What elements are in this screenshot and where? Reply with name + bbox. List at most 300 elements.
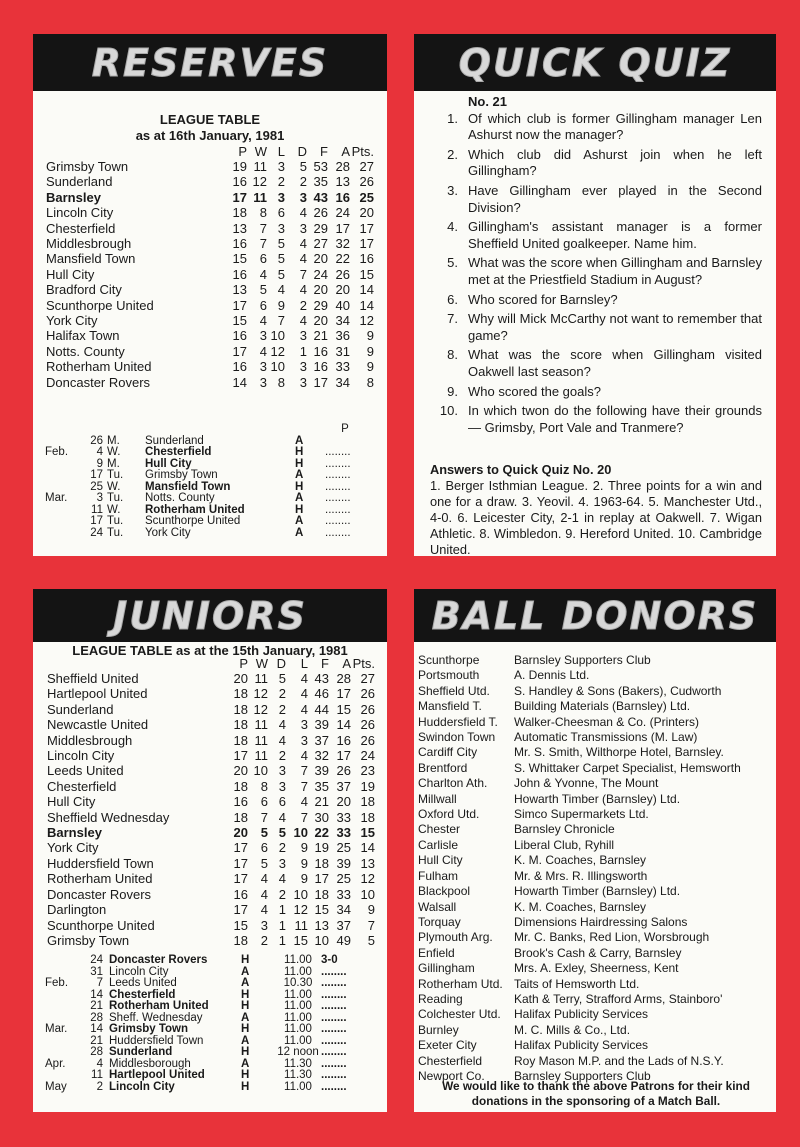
column-header: D: [276, 656, 286, 671]
table-row: [46, 375, 374, 390]
donor-club: Plymouth Arg.: [418, 930, 493, 945]
stat-cell: 15: [232, 313, 247, 329]
reserves-fixtures-result-header: P: [341, 423, 349, 435]
donor-club: Sheffield Utd.: [418, 683, 490, 698]
stat-cell: 13: [335, 174, 350, 190]
stat-cell: 37: [336, 917, 351, 933]
stat-cell: 24: [313, 266, 328, 282]
stat-cell: 39: [336, 855, 351, 871]
fixture-month: Mar.: [45, 492, 68, 504]
stat-cell: 46: [314, 686, 329, 702]
stat-cell: 3: [277, 189, 285, 205]
column-header: L: [300, 656, 308, 671]
juniors-table-title: LEAGUE TABLE as at the 15th January, 1981: [72, 643, 348, 658]
stat-cell: 7: [259, 220, 267, 236]
stat-cell: 9: [277, 297, 285, 313]
stat-cell: 5: [299, 159, 307, 174]
fixture-opponent: Hartlepool United: [109, 1069, 205, 1081]
column-header: A: [342, 656, 351, 671]
fixture-row: [45, 1024, 375, 1036]
donor-name: Liberal Club, Ryhill: [514, 837, 615, 852]
stat-cell: 33: [335, 359, 350, 375]
fixture-result: ........: [321, 1000, 347, 1012]
table-row: [47, 748, 375, 763]
stat-cell: 27: [359, 159, 374, 174]
stat-cell: 4: [299, 205, 307, 221]
fixture-time: 11.00: [284, 1000, 312, 1012]
donor-club: Walsall: [418, 899, 457, 914]
stat-cell: 3: [299, 220, 307, 236]
fixture-venue: H: [295, 503, 304, 516]
stat-cell: 14: [360, 840, 375, 856]
fixture-opponent: Leeds United: [109, 977, 177, 989]
fixture-result: ........: [325, 503, 351, 516]
reserves-panel: [33, 34, 387, 556]
stat-cell: 10: [270, 359, 285, 375]
fixture-row: [45, 1001, 375, 1013]
stat-cell: 18: [232, 205, 247, 221]
stat-cell: 6: [260, 840, 268, 856]
table-row: [47, 933, 375, 948]
stat-cell: 17: [233, 855, 248, 871]
donor-club: Scunthorpe: [418, 653, 480, 667]
stat-cell: 17: [336, 748, 351, 764]
stat-cell: 27: [313, 236, 328, 252]
fixture-time: 11.00: [284, 1023, 312, 1035]
donor-row: [418, 792, 741, 807]
stat-cell: 7: [277, 313, 285, 329]
stat-cell: 3: [259, 328, 267, 344]
fixture-weekday: Tu.: [107, 515, 124, 527]
stat-cell: 20: [313, 282, 328, 298]
donor-club: Charlton Ath.: [418, 776, 488, 791]
question-number: 6.: [447, 291, 458, 307]
stat-cell: 4: [260, 902, 268, 918]
table-row: [47, 840, 375, 855]
stat-cell: 32: [314, 748, 329, 764]
stat-cell: 43: [313, 189, 328, 205]
fixture-venue: H: [295, 457, 304, 470]
stat-cell: 4: [299, 313, 307, 329]
quiz-question: [426, 183, 762, 216]
question-text: Who scored the goals?: [468, 383, 601, 399]
question-text: In which twon do the following have their grounds — Grimsby, Port Vale and Tranmere?: [468, 403, 762, 435]
stat-cell: 20: [335, 282, 350, 298]
donor-name: Mrs. A. Exley, Sheerness, Kent: [514, 961, 679, 976]
donor-row: [418, 853, 741, 868]
stat-cell: 15: [233, 917, 248, 933]
fixture-opponent: Doncaster Rovers: [109, 954, 208, 966]
table-row: [46, 282, 374, 297]
donor-row: [418, 992, 741, 1007]
question-text: Have Gillingham ever played in the Second Division?: [468, 182, 762, 215]
donor-club: Rotherham Utd.: [418, 976, 503, 991]
table-row: [47, 763, 375, 778]
column-header: P: [239, 656, 248, 671]
donor-name: Brook's Cash & Carry, Barnsley: [514, 945, 682, 960]
fixture-row: [45, 528, 365, 540]
stat-cell: 17: [233, 871, 248, 887]
stat-cell: 4: [300, 701, 308, 717]
team-name: Hull City: [47, 794, 96, 810]
fixture-opponent: Sheff. Wednesday: [109, 1011, 203, 1024]
stat-cell: 17: [336, 686, 351, 702]
donor-club: Oxford Utd.: [418, 807, 480, 822]
team-name: Mansfield Town: [46, 251, 136, 267]
donor-club: Chester: [418, 822, 461, 837]
donor-row: [418, 1038, 741, 1053]
fixture-opponent: Rotherham United: [109, 1000, 209, 1012]
fixture-venue: H: [241, 988, 250, 1001]
fixture-day: 21: [90, 1034, 103, 1047]
team-name: Scunthorpe United: [47, 917, 155, 933]
table-row: [46, 359, 374, 374]
donor-row: [418, 946, 741, 961]
fixture-result: ........: [325, 469, 351, 481]
stat-cell: 35: [314, 778, 329, 794]
stat-cell: 1: [278, 902, 286, 918]
stat-cell: 16: [232, 236, 247, 252]
stat-cell: 3: [299, 328, 307, 344]
fixture-day: 4: [96, 446, 103, 458]
stat-cell: 4: [259, 266, 267, 282]
donor-row: [418, 961, 741, 976]
reserves-table-subtitle: as at 16th January, 1981: [135, 128, 285, 143]
reserves-banner-title: RESERVES: [91, 40, 329, 85]
stat-cell: 31: [335, 343, 350, 359]
stat-cell: 26: [313, 205, 328, 221]
stat-cell: 8: [260, 778, 268, 794]
fixture-day: 7: [96, 977, 103, 989]
stat-cell: 5: [278, 825, 286, 841]
stat-cell: 17: [359, 236, 374, 252]
stat-cell: 16: [233, 886, 248, 902]
fixture-weekday: Tu.: [107, 526, 124, 539]
quiz-number: No. 21: [468, 94, 508, 109]
stat-cell: 6: [259, 297, 267, 313]
stat-cell: 4: [300, 748, 308, 764]
stat-cell: 34: [336, 902, 351, 918]
fixture-result: 3-0: [321, 954, 338, 966]
fixture-opponent: Chesterfield: [109, 988, 176, 1001]
stat-cell: 6: [278, 794, 286, 810]
donor-club: Gillingham: [418, 961, 475, 976]
stat-cell: 28: [336, 671, 351, 686]
question-number: 8.: [447, 347, 458, 363]
fixture-time: 11.00: [284, 1034, 312, 1047]
quiz-question: [426, 384, 762, 401]
stat-cell: 2: [278, 840, 286, 856]
fixture-month: [45, 528, 79, 540]
donor-name: Simco Supermarkets Ltd.: [514, 807, 649, 822]
stat-cell: 18: [233, 809, 248, 825]
stat-cell: 3: [277, 159, 285, 174]
stat-cell: 3: [278, 855, 286, 871]
stat-cell: 18: [233, 932, 248, 948]
table-row: [46, 174, 374, 189]
fixture-day: 3: [96, 492, 103, 504]
stat-cell: 16: [232, 266, 247, 282]
table-row: [46, 328, 374, 343]
stat-cell: 3: [259, 374, 267, 390]
stat-cell: 15: [314, 902, 329, 918]
donor-club: Huddersfield T.: [418, 714, 498, 729]
donors-banner-title: BALL DONORS: [431, 593, 759, 638]
fixture-result: ........: [325, 457, 351, 470]
question-number: 3.: [447, 182, 458, 198]
fixture-opponent: Chesterfield: [145, 446, 212, 458]
donor-name: Dimensions Hairdressing Salons: [514, 914, 688, 929]
quiz-question: [426, 403, 762, 436]
table-row: [46, 190, 374, 205]
juniors-fixtures: [45, 955, 375, 1093]
fixture-time: 11.00: [284, 965, 312, 978]
stat-cell: 29: [313, 220, 328, 236]
stat-cell: 2: [299, 174, 307, 190]
stat-cell: 18: [233, 686, 248, 702]
fixture-time: 11.30: [284, 1057, 312, 1070]
stat-cell: 8: [259, 205, 267, 221]
team-name: Sunderland: [47, 701, 114, 717]
team-name: Doncaster Rovers: [47, 886, 152, 902]
stat-cell: 15: [360, 825, 375, 841]
donor-name: K. M. Coaches, Barnsley: [514, 853, 647, 868]
fixture-result: ........: [325, 446, 351, 458]
fixture-row: [45, 1070, 375, 1082]
donor-name: Mr. C. Banks, Red Lion, Worsbrough: [514, 930, 710, 945]
fixture-venue: A: [295, 492, 304, 504]
team-name: Barnsley: [46, 189, 101, 205]
donor-club: Cardiff City: [418, 745, 478, 760]
fixture-venue: H: [241, 1080, 250, 1093]
donor-name: Barnsley Supporters Club: [514, 653, 651, 667]
stat-cell: 9: [367, 902, 375, 918]
stat-cell: 53: [313, 159, 328, 174]
stat-cell: 17: [359, 220, 374, 236]
fixture-day: 4: [96, 1057, 103, 1070]
stat-cell: 10: [293, 886, 308, 902]
stat-cell: 20: [233, 671, 248, 686]
fixture-opponent: Middlesborough: [109, 1057, 191, 1070]
fixture-weekday: M.: [107, 434, 120, 447]
table-row: [47, 686, 375, 701]
team-name: Lincoln City: [46, 205, 114, 221]
stat-cell: 12: [270, 343, 285, 359]
stat-cell: 6: [277, 205, 285, 221]
stat-cell: 13: [232, 220, 247, 236]
donor-row: [418, 761, 741, 776]
stat-cell: 11: [253, 159, 267, 174]
stat-cell: 13: [360, 855, 375, 871]
fixture-venue: H: [241, 954, 250, 966]
fixture-result: ........: [321, 1011, 347, 1024]
fixture-month: [45, 1047, 75, 1059]
stat-cell: 17: [233, 902, 248, 918]
fixture-day: 26: [90, 434, 103, 447]
donor-row: [418, 838, 741, 853]
stat-cell: 33: [336, 886, 351, 902]
stat-cell: 12: [360, 871, 375, 887]
stat-cell: 26: [336, 763, 351, 779]
fixture-venue: H: [295, 446, 304, 458]
stat-cell: 24: [335, 205, 350, 221]
stat-cell: 18: [360, 809, 375, 825]
fixture-venue: H: [241, 1046, 250, 1058]
question-text: What was the score when Gillingham visited Oakwell last season?: [468, 347, 762, 379]
stat-cell: 11: [254, 717, 268, 733]
fixture-opponent: York City: [145, 526, 191, 539]
stat-cell: 7: [300, 809, 308, 825]
stat-cell: 2: [299, 297, 307, 313]
stat-cell: 26: [359, 174, 374, 190]
fixture-time: 12 noon: [277, 1046, 319, 1058]
team-name: Huddersfield Town: [47, 855, 154, 871]
donor-club: Enfield: [418, 945, 455, 960]
stat-cell: 4: [300, 671, 308, 686]
stat-cell: 43: [314, 671, 329, 686]
fixture-opponent: Grimsby Town: [145, 469, 218, 481]
stat-cell: 4: [260, 886, 268, 902]
donor-name: A. Dennis Ltd.: [514, 668, 590, 683]
fixture-result: ........: [321, 1023, 347, 1035]
stat-cell: 7: [259, 236, 267, 252]
donor-name: Mr. & Mrs. R. Illingsworth: [514, 868, 648, 883]
donor-club: Torquay: [418, 914, 461, 929]
stat-cell: 1: [278, 932, 286, 948]
stat-cell: 17: [313, 374, 328, 390]
stat-cell: 13: [314, 917, 329, 933]
stat-cell: 8: [277, 374, 285, 390]
stat-cell: 18: [233, 717, 248, 733]
fixture-day: 11: [91, 1069, 103, 1081]
donor-row: [418, 869, 741, 884]
stat-cell: 25: [336, 840, 351, 856]
stat-cell: 32: [335, 236, 350, 252]
team-column-header: [47, 656, 226, 671]
stat-cell: 15: [336, 701, 351, 717]
stat-cell: 4: [260, 871, 268, 887]
reserves-table-header: [46, 144, 374, 159]
stat-cell: 3: [300, 732, 308, 748]
fixture-day: 14: [90, 988, 103, 1001]
stat-cell: 26: [360, 686, 375, 702]
donor-name: Kath & Terry, Strafford Arms, Stainboro': [514, 991, 723, 1006]
fixture-weekday: W.: [107, 503, 121, 516]
table-row: [46, 221, 374, 236]
stat-cell: 10: [253, 763, 268, 779]
donor-row: [418, 1023, 741, 1038]
donor-name: Howarth Timber (Barnsley) Ltd.: [514, 884, 681, 899]
stat-cell: 3: [299, 189, 307, 205]
donor-row: [418, 699, 741, 714]
table-row: [46, 313, 374, 328]
donor-row: [418, 668, 741, 683]
fixture-time: 10.30: [283, 977, 313, 989]
fixture-row: [45, 516, 365, 528]
fixture-month: [45, 1001, 75, 1013]
stat-cell: 35: [313, 174, 328, 190]
stat-cell: 18: [314, 855, 329, 871]
stat-cell: 2: [277, 174, 285, 190]
stat-cell: 16: [232, 359, 247, 375]
fixture-day: 24: [90, 954, 103, 966]
stat-cell: 14: [359, 282, 374, 298]
donor-name: Taits of Hemsworth Ltd.: [514, 976, 640, 991]
stat-cell: 19: [232, 159, 247, 174]
team-name: Sheffield Wednesday: [47, 809, 170, 825]
stat-cell: 9: [366, 328, 374, 344]
fixture-result: ........: [325, 480, 351, 493]
stat-cell: 20: [233, 763, 248, 779]
team-name: Sunderland: [46, 174, 113, 190]
stat-cell: 26: [360, 717, 375, 733]
donor-name: Automatic Transmissions (M. Law): [514, 730, 698, 745]
fixture-weekday: Tu.: [107, 492, 124, 504]
stat-cell: 11: [254, 748, 268, 764]
table-row: [47, 717, 375, 732]
quiz-question: [426, 147, 762, 180]
stat-cell: 23: [360, 763, 375, 779]
stat-cell: 17: [233, 748, 248, 764]
donor-name: Howarth Timber (Barnsley) Ltd.: [514, 791, 681, 806]
fixture-weekday: M.: [107, 457, 120, 470]
stat-cell: 3: [299, 359, 307, 375]
stat-cell: 11: [254, 732, 268, 748]
team-name: Grimsby Town: [46, 159, 129, 174]
fixture-month: Mar.: [45, 1023, 68, 1035]
table-row: [47, 871, 375, 886]
table-row: [47, 779, 375, 794]
stat-cell: 18: [233, 778, 248, 794]
stat-cell: 16: [313, 359, 328, 375]
stat-cell: 4: [259, 313, 267, 329]
stat-cell: 16: [335, 189, 350, 205]
table-row: [46, 298, 374, 313]
donor-club: Hull City: [418, 853, 463, 868]
donor-name: Building Materials (Barnsley) Ltd.: [514, 699, 691, 714]
fixture-venue: A: [241, 977, 250, 989]
stat-cell: 1: [299, 343, 307, 359]
stat-cell: 14: [359, 297, 374, 313]
fixture-month: [45, 955, 75, 967]
stat-cell: 7: [367, 917, 375, 933]
fixture-row: [45, 955, 375, 967]
stat-cell: 17: [232, 189, 247, 205]
donor-name: Roy Mason M.P. and the Lads of N.S.Y.: [514, 1053, 724, 1068]
stat-cell: 3: [299, 374, 307, 390]
fixture-result: ........: [321, 1069, 347, 1081]
fixture-venue: H: [241, 1000, 250, 1012]
table-row: [47, 671, 375, 686]
quiz-question: [426, 347, 762, 380]
fixture-venue: A: [241, 1057, 250, 1070]
table-row: [47, 733, 375, 748]
fixture-result: ........: [325, 515, 351, 527]
stat-cell: 49: [336, 932, 351, 948]
fixture-day: 28: [90, 1046, 103, 1058]
donor-row: [418, 653, 741, 668]
donor-club: Millwall: [418, 791, 457, 806]
stat-cell: 18: [360, 794, 375, 810]
stat-cell: 10: [360, 886, 375, 902]
fixture-venue: A: [241, 965, 250, 978]
stat-cell: 14: [232, 374, 247, 390]
fixture-month: [45, 516, 79, 528]
fixture-result: ........: [325, 492, 351, 504]
stat-cell: 19: [314, 840, 329, 856]
stat-cell: 20: [313, 251, 328, 267]
fixture-opponent: Huddersfield Town: [109, 1034, 204, 1047]
